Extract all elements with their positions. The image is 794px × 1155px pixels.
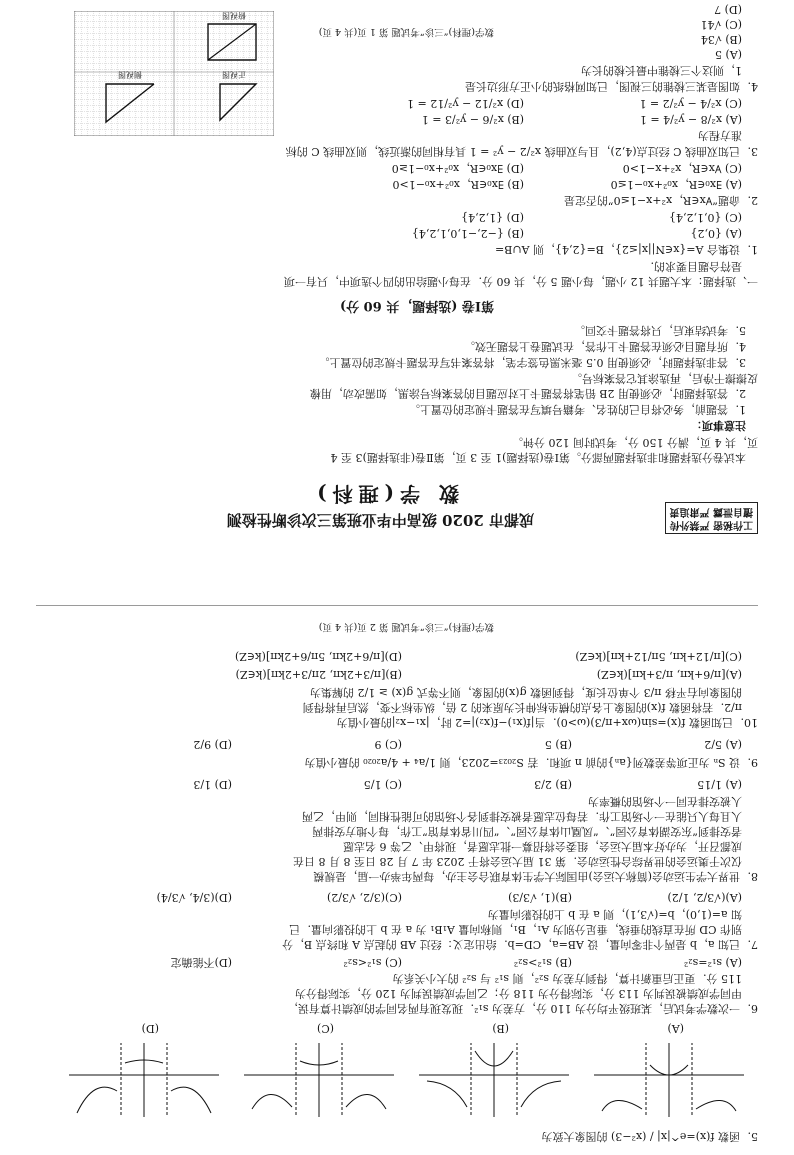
q10-line-2: π/2．若将函数 f(x)的图象上各点的横坐标伸长为原来的 2 倍，纵坐标不变，然后再将得到 bbox=[302, 701, 742, 714]
confidential-seal bbox=[665, 502, 758, 534]
q4-option-d: (D) 7 bbox=[714, 3, 742, 16]
q8-line-6: 人被安排在同一个场馆的概率为 bbox=[588, 795, 742, 808]
q6-line-3: 115 分．更正后重新计算，得到方差为 s₂²，则 s₁² 与 s₂² 的大小关系为 bbox=[392, 972, 742, 985]
q2-option-b: (B) ∃x₀∈R，x₀²+x₀−1>0 bbox=[392, 178, 524, 191]
q3-stem-2: 准方程为 bbox=[698, 129, 742, 142]
q7-option-a: (A)(√3/2, 1/2) bbox=[667, 891, 742, 904]
q8-line-5: 人且每人只能在一个场馆工作．若每位志愿者被安排到各个场馆的可能性相同，则甲，乙两 bbox=[302, 810, 742, 823]
q8-option-a: (A) 1/15 bbox=[697, 778, 742, 791]
q7-option-b: (B)(1, √3/3) bbox=[508, 891, 572, 904]
q1-option-d: (D) {1,2,4} bbox=[461, 211, 524, 224]
page-divider bbox=[36, 605, 758, 606]
q4-option-a: (A) 5 bbox=[714, 48, 742, 61]
q9-stem: 9．设 Sₙ 为正项等差数列{aₙ}的前 n 项和．若 S₂₀₂₃=2023，则 1/a₄ + 4/a₂₀₂₀ 的最小值为 bbox=[304, 756, 758, 769]
q7-line-1: 7．已知 a，b 是两个非零向量，设 AB=a，CD=b．给出定义：经过 AB 的起点 A 和终点 B，分 bbox=[282, 938, 758, 951]
q10-option-d: (D)[π/6+2kπ, 5π/6+2kπ](k∈Z) bbox=[234, 650, 402, 663]
q10-line-3: 的图象向右平移 π/3 个单位长度，得到函数 g(x)的图象，则不等式 g(x) ≥ 1/2 的解集为 bbox=[310, 686, 742, 699]
intro-line-1: 本试卷分选择题和非选择题两部分。第Ⅰ卷(选择题)1 至 3 页，第Ⅱ卷(非选择题)3 至 4 bbox=[330, 451, 746, 464]
top-view-label: 俯视图 bbox=[222, 11, 246, 20]
q7-line-2: 别作 CD 所在直线的垂线，垂足分别为 A₁，B₁，则称向量 A₁B₁ 为 a 在 b 上的投影向量．已 bbox=[289, 923, 742, 936]
note-5: 5．考试结束后，只将答题卡交回。 bbox=[574, 324, 746, 337]
page-1-footer: 数学(理科)“三诊”考试题 第 1 页(共 4 页) bbox=[318, 26, 494, 37]
q1-option-b: (B) {−2,−1,0,1,2,4} bbox=[411, 227, 524, 240]
q5-option-a: (A) bbox=[667, 1022, 684, 1035]
q6-line-2: 甲同学成绩被误判为 113 分，实际得分为 118 分；乙同学成绩误判为 120 分，实际得分为 bbox=[295, 987, 742, 1000]
q8-line-3: 成都召开，为办好本届大运会，组委会将招募一批志愿者，现将甲、乙等 6 名志愿 bbox=[343, 840, 742, 853]
q8-option-c: (C) 1/5 bbox=[363, 778, 402, 791]
q5-option-c: (C) bbox=[317, 1022, 334, 1035]
note-2-cont: 皮擦擦干净后，再选涂其它答案标号。 bbox=[571, 372, 758, 385]
side-view-label: 侧视图 bbox=[118, 70, 142, 79]
q7-option-d: (D)(3/4, √3/4) bbox=[156, 891, 232, 904]
q8-option-d: (D) 1/3 bbox=[193, 778, 232, 791]
part-heading: 第Ⅰ卷 (选择题，共 60 分) bbox=[339, 298, 494, 313]
q8-line-2: 仅次于奥运会的世界综合性运动会．第 31 届大运会将于 2023 年 7 月 28 日至 8 月 8 日在 bbox=[293, 855, 742, 868]
three-view-figure bbox=[74, 11, 274, 136]
q1-option-a: (A) {0,2} bbox=[690, 227, 742, 240]
q5-option-b: (B) bbox=[492, 1022, 509, 1035]
q3-option-b: (B) x²/6 − y²/3 = 1 bbox=[421, 113, 524, 126]
q3-stem: 3．已知双曲线 C 经过点(4,2)，且与双曲线 x²/2 − y² = 1 具有相同的渐近线，则双曲线 C 的标 bbox=[285, 145, 758, 158]
seal-line-1: 工作秘密 严禁外传 bbox=[669, 519, 753, 530]
q3-option-c: (C) x²/4 − y²/2 = 1 bbox=[639, 97, 742, 110]
intro-line-2: 页，共 4 页，满分 150 分，考试时间 120 分钟。 bbox=[512, 436, 758, 449]
q9-option-d: (D) 9/2 bbox=[193, 738, 232, 751]
q8-option-b: (B) 2/3 bbox=[534, 778, 572, 791]
q2-option-d: (D) ∃x₀∈R，x₀²+x₀−1≥0 bbox=[391, 162, 524, 175]
q5-stem: 5．函数 f(x)=e^|x| / (x²−3) 的图象大致为 bbox=[541, 1130, 758, 1143]
q3-option-d: (D) x²/12 − y²/12 = 1 bbox=[407, 97, 524, 110]
q10-option-b: (B)[π/3+2kπ, 2π/3+2kπ](k∈Z) bbox=[235, 668, 402, 681]
front-view-label: 正视图 bbox=[222, 70, 246, 79]
q4-option-c: (C) √41 bbox=[700, 18, 742, 31]
q6-option-d: (D)不能确定 bbox=[170, 956, 232, 969]
exam-title: 成都市 2020 级高中毕业班第三次诊断性检测 bbox=[226, 511, 534, 529]
q4-stem-2: 1，则这个三棱锥中最长棱的长为 bbox=[581, 64, 742, 77]
section-intro-1: 一、选择题：本大题共 12 小题，每小题 5 分，共 60 分．在每小题给出的四个选项中，只有一项 bbox=[284, 275, 758, 288]
q6-option-b: (B) s₁²>s₂² bbox=[513, 956, 572, 969]
q8-line-1: 8．世界大学生运动会(简称大运会)由国际大学生体育联合会主办，每两年举办一届，是规模 bbox=[313, 870, 758, 883]
note-4: 4．所有题目必须在答题卡上作答，在试题卷上答题无效。 bbox=[464, 340, 746, 353]
q10-option-a: (A)[π/6+kπ, π/3+kπ](k∈Z) bbox=[596, 668, 742, 681]
q4-option-b: (B) √34 bbox=[700, 33, 742, 46]
q9-option-c: (C) 9 bbox=[374, 738, 402, 751]
q6-option-c: (C) s₁²<s₂² bbox=[343, 956, 402, 969]
page-2-content bbox=[0, 608, 794, 1155]
notes-heading: 注意事项： bbox=[691, 419, 746, 432]
q10-option-c: (C)[π/12+kπ, 5π/12+kπ](k∈Z) bbox=[575, 650, 742, 663]
q10-line-1: 10．已知函数 f(x)=sin(ωx+π/3)(ω>0)．当|f(x₁)−f(x₂)|=2 时，|x₁−x₂|的最小值为 bbox=[336, 716, 758, 729]
q5-graph-options bbox=[54, 1039, 754, 1121]
q9-option-b: (B) 5 bbox=[544, 738, 572, 751]
exam-page-2 bbox=[0, 608, 794, 1155]
note-3: 3．答非选择题时，必须使用 0.5 毫米黑色签字笔，将答案书写在答题卡规定的位置上。 bbox=[318, 356, 746, 369]
q8-line-4: 者安排到“东安湖体育公园”、“凤凰山体育公园”、“四川省体育馆”工作，每个地方安排两 bbox=[312, 825, 742, 838]
q6-option-a: (A) s₁²=s₂² bbox=[683, 956, 742, 969]
q7-line-3: 知 a=(1,0)，b=(√3,1)，则 a 在 b 上的投影向量为 bbox=[487, 908, 742, 921]
exam-subject: 数 学(理科) bbox=[311, 482, 459, 506]
section-intro-2: 是符合题目要求的． bbox=[643, 260, 742, 273]
q6-line-1: 6．一次数学考试后，某班级平均分为 110 分，方差为 s₁²．现发现有两名同学的成绩计算有误， bbox=[287, 1002, 758, 1015]
note-2: 2．答选择题时，必须使用 2B 铅笔将答题卡上对应题目的答案标号涂黑，如需改动，用橡 bbox=[309, 387, 746, 400]
q7-option-c: (C)(3/2, √3/2) bbox=[327, 891, 402, 904]
note-1: 1．答题前，务必将自己的姓名、考籍号填写在答题卡规定的位置上。 bbox=[409, 403, 746, 416]
q3-option-a: (A) x²/8 − y²/4 = 1 bbox=[639, 113, 742, 126]
q4-stem: 4．如图是某三棱锥的三视图，已知网格纸的小正方形边长是 bbox=[465, 80, 758, 93]
page-2-footer: 数学(理科)“三诊”考试题 第 2 页(共 4 页) bbox=[318, 621, 494, 632]
seal-line-2: 擅自泄露 严肃追责 bbox=[669, 506, 753, 517]
q1-stem: 1．设集合 A={x∈N||x|≤2}，B={2,4}，则 A∪B= bbox=[495, 243, 758, 256]
q5-option-d: (D) bbox=[141, 1022, 159, 1035]
q2-option-c: (C) ∀x∈R，x²+x−1>0 bbox=[622, 162, 742, 175]
q2-stem: 2．命题“∀x∈R，x²+x−1≤0”的否定是 bbox=[564, 194, 758, 207]
q1-option-c: (C) {0,1,2,4} bbox=[669, 211, 742, 224]
q2-option-a: (A) ∃x₀∈R，x₀²+x₀−1≤0 bbox=[610, 178, 742, 191]
q9-option-a: (A) 5/2 bbox=[704, 738, 742, 751]
